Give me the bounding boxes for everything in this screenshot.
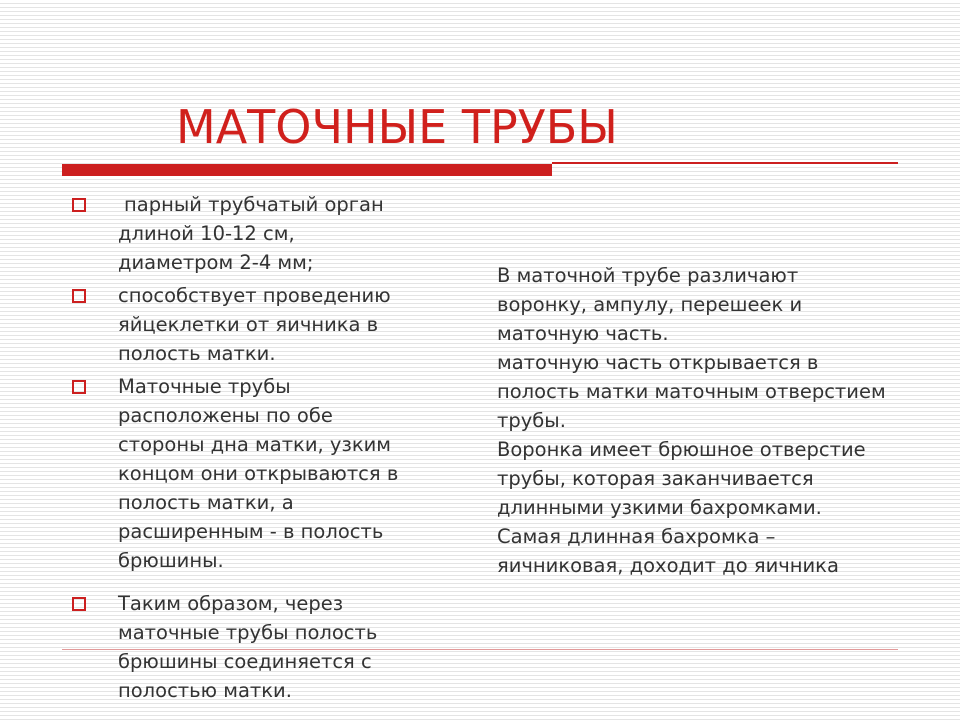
description-line: маточную часть открывается в [497,351,819,374]
hollow-square-bullet-icon [72,597,86,611]
bullet-line: способствует проведению [118,284,391,307]
description-line: полость матки маточным отверстием [497,380,886,403]
bullet-line: концом они открываются в [118,462,399,485]
hollow-square-bullet-icon [72,380,86,394]
bullet-line: диаметром 2-4 мм; [118,251,314,274]
bullet-text [118,372,470,575]
description-line: воронку, ампулу, перешеек и [497,293,803,316]
hollow-square-bullet-icon [72,198,86,212]
bullet-line: Маточные трубы [118,375,291,398]
bullet-text [118,190,470,277]
bullet-line: стороны дна матки, узким [118,433,391,456]
description-line: длинными узкими бахромками. [497,496,822,519]
bullet-line: длиной 10-12 см, [118,222,295,245]
description-line: Воронка имеет брюшное отверстие [497,438,866,461]
slide-title: МАТОЧНЫЕ ТРУБЫ [176,100,618,154]
bullet-line: расширенным - в полость [118,520,384,543]
description-line: маточную часть. [497,322,669,345]
bullet-list [70,190,470,705]
bullet-line: брюшины соединяется с [118,650,372,673]
description-line: трубы, которая заканчивается [497,467,814,490]
description-line: В маточной трубе различают [497,264,799,287]
title-underline-thin [552,162,898,164]
bullet-line: брюшины. [118,549,224,572]
bullet-line: полостью матки. [118,679,292,702]
bullet-line: парный трубчатый орган [124,193,384,216]
bullet-line: расположены по обе [118,404,333,427]
bullet-line: Таким образом, через [118,592,344,615]
description-line: Самая длинная бахромка – [497,525,776,548]
bullet-text [118,281,470,368]
bullet-line: полость матки. [118,342,276,365]
bullet-item [70,372,470,575]
bottom-divider [62,649,898,650]
bullet-item [70,281,470,368]
bullet-item [70,589,470,705]
bullet-text [118,589,470,705]
description-text [497,261,957,580]
title-underline-thick [62,164,552,176]
description-line: трубы. [497,409,566,432]
bullet-item [70,190,470,277]
bullet-line: маточные трубы полость [118,621,378,644]
bullet-line: полость матки, а [118,491,294,514]
bullet-line: яйцеклетки от яичника в [118,313,379,336]
hollow-square-bullet-icon [72,289,86,303]
description-line: яичниковая, доходит до яичника [497,554,839,577]
